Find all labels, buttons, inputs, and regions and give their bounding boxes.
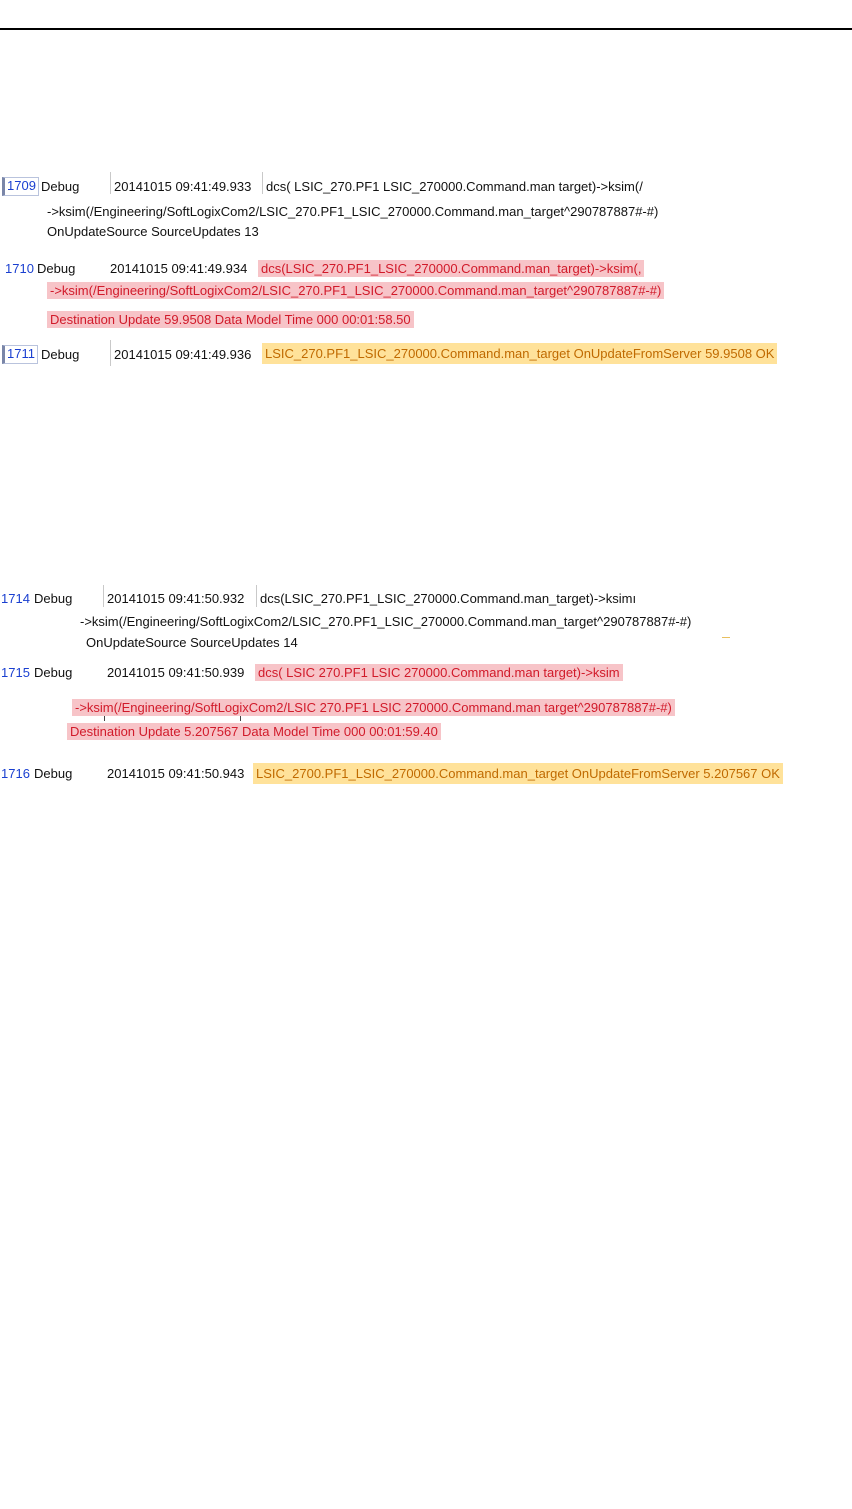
- log-message-continuation: ->ksim(/Engineering/SoftLogixCom2/LSIC_270.PF1_LSIC_270000.Command.man_target^290787887#-#): [80, 614, 692, 629]
- log-message-continuation: OnUpdateSource SourceUpdates 14: [86, 635, 298, 650]
- log-message: dcs(LSIC_270.PF1_LSIC_270000.Command.man_target)->ksimı: [260, 591, 637, 606]
- log-level: Debug: [34, 591, 73, 606]
- log-message-error: dcs( LSIC 270.PF1 LSIC 270000.Command.man target)->ksim: [255, 664, 623, 681]
- timestamp: 20141015 09:41:49.934: [110, 261, 248, 276]
- row-number-1716[interactable]: 1716: [1, 766, 30, 781]
- log-message-continuation-error: ->ksim(/Engineering/SoftLogixCom2/LSIC_270.PF1_LSIC_270000.Command.man_target^290787887#-#): [47, 282, 664, 299]
- timestamp: 20141015 09:41:50.939: [107, 665, 245, 680]
- log-message-ok: LSIC_2700.PF1_LSIC_270000.Command.man_target OnUpdateFromServer 5.207567 OK: [253, 763, 783, 784]
- column-separator: [110, 172, 111, 194]
- cursor-tick: [104, 716, 105, 721]
- column-separator: [262, 172, 263, 194]
- log-message-continuation: OnUpdateSource SourceUpdates 13: [47, 224, 259, 239]
- top-divider: [0, 28, 852, 30]
- log-message: dcs( LSIC_270.PF1 LSIC_270000.Command.man target)->ksim(/: [266, 179, 643, 194]
- row-number-1709[interactable]: 1709: [2, 177, 39, 196]
- log-message-ok: LSIC_270.PF1_LSIC_270000.Command.man_target OnUpdateFromServer 59.9508 OK: [262, 343, 777, 364]
- log-level: Debug: [34, 665, 73, 680]
- column-separator: [256, 585, 257, 607]
- timestamp: 20141015 09:41:49.936: [114, 347, 252, 362]
- row-number-1710[interactable]: 1710: [5, 261, 34, 276]
- row-number-1711[interactable]: 1711: [2, 345, 38, 364]
- log-level: Debug: [41, 347, 80, 362]
- column-separator: [110, 340, 111, 366]
- log-message-continuation-error: ->ksim(/Engineering/SoftLogixCom2/LSIC 270.PF1 LSIC 270000.Command.man target^290787887#-#): [72, 699, 675, 716]
- row-number-1715[interactable]: 1715: [1, 665, 30, 680]
- log-message-error: dcs(LSIC_270.PF1_LSIC_270000.Command.man_target)->ksim(,: [258, 260, 644, 277]
- cursor-tick: [240, 716, 241, 721]
- log-message-continuation-error: Destination Update 59.9508 Data Model Time 000 00:01:58.50: [47, 311, 414, 328]
- log-message-continuation: ->ksim(/Engineering/SoftLogixCom2/LSIC_270.PF1_LSIC_270000.Command.man_target^290787887#-#): [47, 204, 659, 219]
- timestamp: 20141015 09:41:49.933: [114, 179, 252, 194]
- log-level: Debug: [37, 261, 76, 276]
- log-message-continuation-error: Destination Update 5.207567 Data Model Time 000 00:01:59.40: [67, 723, 441, 740]
- log-level: Debug: [34, 766, 73, 781]
- row-number-1714[interactable]: 1714: [1, 591, 30, 606]
- highlight-fragment: [722, 637, 730, 638]
- timestamp: 20141015 09:41:50.943: [107, 766, 245, 781]
- timestamp: 20141015 09:41:50.932: [107, 591, 245, 606]
- log-level: Debug: [41, 179, 80, 194]
- column-separator: [103, 585, 104, 607]
